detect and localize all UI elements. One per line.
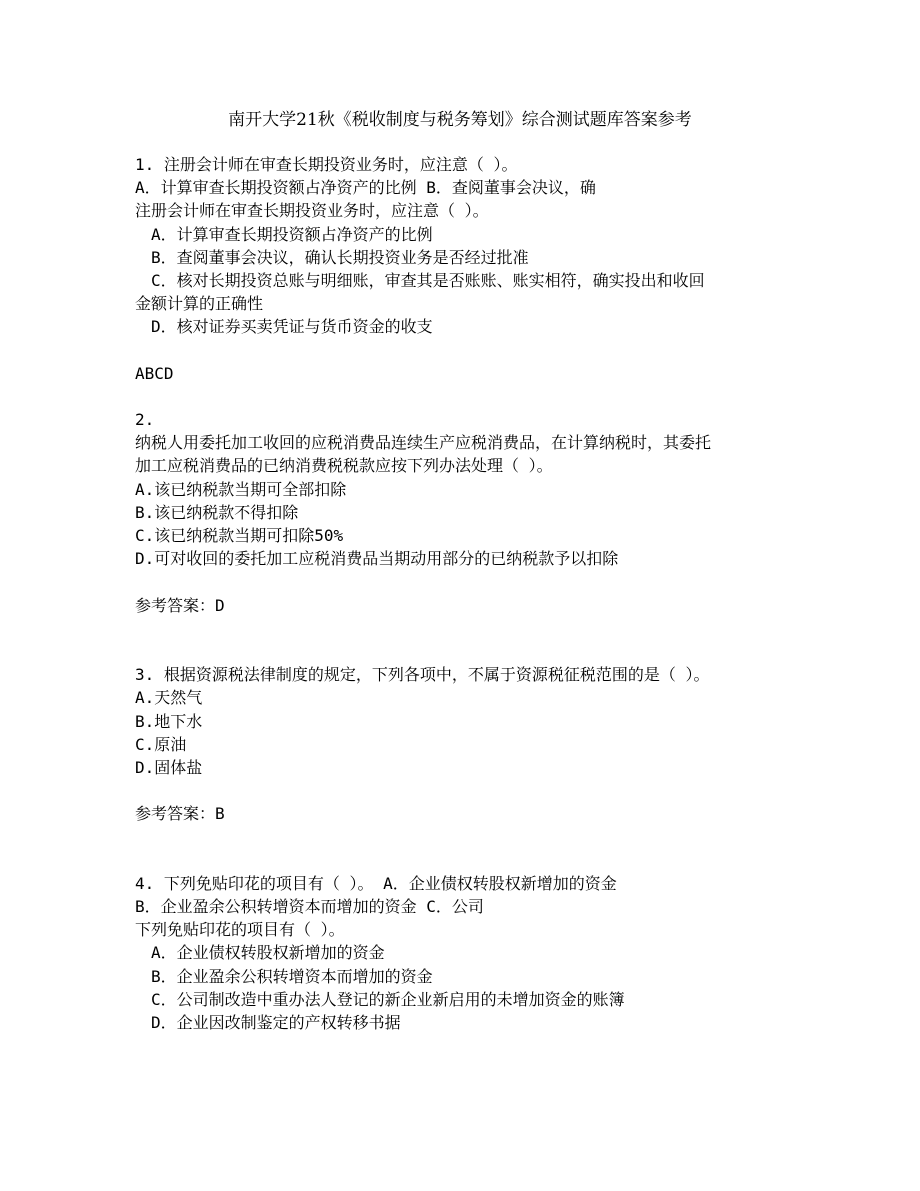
question-3-option-c: C.原油 <box>135 734 187 754</box>
question-2-number: 2. <box>135 410 155 430</box>
question-1-option-c-continued: 金额计算的正确性 <box>135 294 264 314</box>
question-2-option-a: A.该已纳税款当期可全部扣除 <box>135 479 347 499</box>
question-2 <box>135 408 795 617</box>
question-3-stem: 3. 根据资源税法律制度的规定，下列各项中，不属于资源税征税范围的是（ ）。 <box>135 665 710 685</box>
question-4-option-b: B．企业盈余公积转增资本而增加的资金 <box>151 966 433 986</box>
question-4 <box>135 872 795 1034</box>
question-3-option-a: A.天然气 <box>135 688 203 708</box>
document-title: 南开大学21秋《税收制度与税务筹划》综合测试题库答案参考 <box>228 110 692 130</box>
question-1-option-c: C．核对长期投资总账与明细账，审查其是否账账、账实相符，确实投出和收回 <box>151 270 705 290</box>
question-1-options-summary: A．计算审查长期投资额占净资产的比例 B．查阅董事会决议，确 <box>135 178 596 198</box>
question-3 <box>135 663 795 825</box>
question-1-answer: ABCD <box>135 363 174 383</box>
question-2-stem-continued: 加工应税消费品的已纳消费税税款应按下列办法处理（ ）。 <box>135 456 553 476</box>
question-2-option-d: D.可对收回的委托加工应税消费品当期动用部分的已纳税款予以扣除 <box>135 549 619 569</box>
question-4-stem-summary: 4. 下列免贴印花的项目有（ ）。 A．企业债权转股权新增加的资金 <box>135 873 617 893</box>
question-1-option-b: B．查阅董事会决议，确认长期投资业务是否经过批准 <box>151 247 529 267</box>
question-4-option-d: D．企业因改制鉴定的产权转移书据 <box>151 1012 401 1032</box>
question-3-option-b: B.地下水 <box>135 711 203 731</box>
question-4-options-summary: B．企业盈余公积转增资本而增加的资金 C．公司 <box>135 897 484 917</box>
question-4-option-c: C．公司制改造中重办法人登记的新企业新启用的未增加资金的账簿 <box>151 989 625 1009</box>
question-1-option-d: D．核对证券买卖凭证与货币资金的收支 <box>151 317 433 337</box>
question-3-answer: 参考答案：B <box>135 804 225 824</box>
document-body <box>135 153 795 1034</box>
question-4-stem: 下列免贴印花的项目有（ ）。 <box>135 920 345 940</box>
question-1-stem-summary: 1. 注册会计师在审查长期投资业务时，应注意（ ）。 <box>135 155 518 174</box>
question-3-option-d: D.固体盐 <box>135 757 203 777</box>
question-1-option-a: A．计算审查长期投资额占净资产的比例 <box>151 224 433 244</box>
question-1 <box>135 153 795 385</box>
question-2-answer: 参考答案：D <box>135 595 225 615</box>
question-2-stem: 纳税人用委托加工收回的应税消费品连续生产应税消费品，在计算纳税时，其委托 <box>135 433 712 453</box>
question-4-option-a: A．企业债权转股权新增加的资金 <box>151 943 385 963</box>
question-1-stem: 注册会计师在审查长期投资业务时，应注意（ ）。 <box>135 201 489 221</box>
question-2-option-c: C.该已纳税款当期可扣除50% <box>135 526 344 545</box>
question-2-option-b: B.该已纳税款不得扣除 <box>135 502 299 522</box>
